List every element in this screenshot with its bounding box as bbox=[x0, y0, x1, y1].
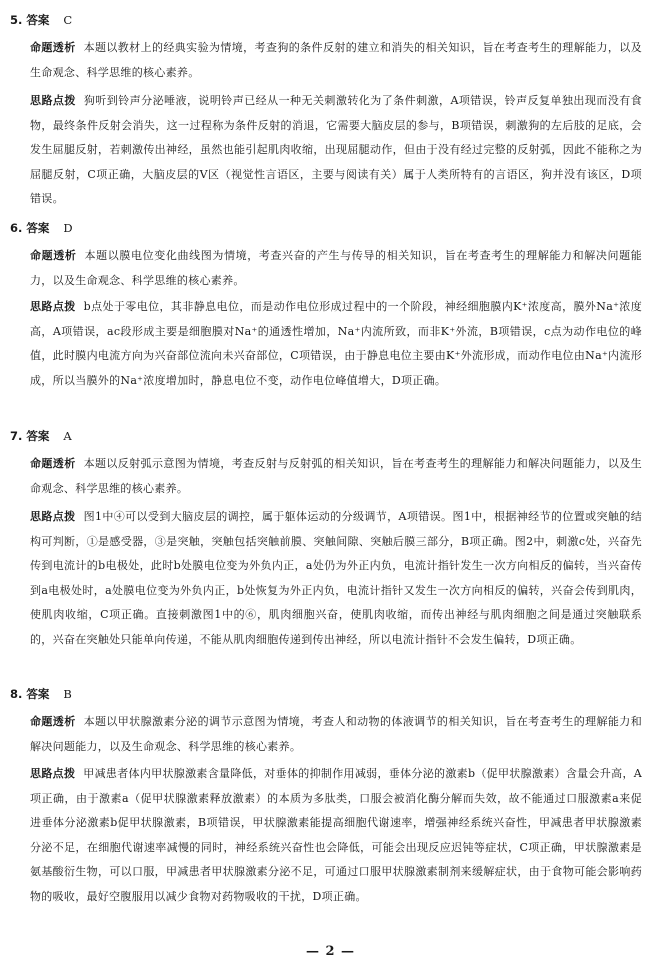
q8-answer-letter: B bbox=[63, 687, 72, 701]
q7-analysis-label: 命题透析 bbox=[30, 457, 76, 470]
q5-number: 5. bbox=[10, 13, 23, 27]
q8-analysis-text: 本题以甲状腺激素分泌的调节示意图为情境，考查人和动物的体液调节的相关知识，旨在考查考生的理解能力和解决问题能力，以及生命观念、科学思维的核心素养。 bbox=[30, 715, 642, 753]
q6-analysis-label: 命题透析 bbox=[30, 249, 77, 262]
q7-answer-line bbox=[10, 428, 72, 444]
q7-hint-text: 图1中④可以受到大脑皮层的调控，属于躯体运动的分级调节，A项错误。图1中，根据神经节的位置或突触的结构可判断，①是感受器，③是突触，突触包括突触前膜、突触间隙、突触后膜三部分，B项正确。图2中，刺激c处，兴奋先传到电流计的b电极处，此时b处膜电位变为外负内正，a处仍为外正内负，电流计指针发生一次方向相反的偏转，当兴奋传到a电极处时，a处膜电位变为外负内正，b处恢复为外正内负，电流计指针又发生一次方向相反的偏转，兴奋会传到肌肉，使肌肉收缩，C项正确。直接刺激图1中的⑥，肌肉细胞兴奋，使肌肉收缩，而传出神经与肌肉细胞之间是通过突触联系的，兴奋在突触处只能单向传递，不能从肌肉细胞传递到传出神经，所以电流计指针不会发生偏转，D项正确。 bbox=[30, 510, 643, 646]
q5-hint bbox=[30, 89, 642, 212]
q5-hint-label: 思路点拨 bbox=[30, 94, 76, 107]
q7-answer-letter: A bbox=[63, 429, 72, 443]
q8-analysis bbox=[30, 710, 642, 759]
q8-hint-text: 甲减患者体内甲状腺激素含量降低，对垂体的抑制作用减弱，垂体分泌的激素b（促甲状腺激素）含量会升高，A项正确，由于激素a（促甲状腺激素释放激素）的本质为多肽类，口服会被消化酶分解而失效，故不能通过口服激素a来促进垂体分泌激素b促甲状腺激素，B项错误，甲状腺激素能提高细胞代谢速率，增强神经系统兴奋性，甲减患者甲状腺激素分泌不足，在细胞代谢速率减慢的同时，神经系统兴奋性也会降低，可能会出现反应迟钝等症状，C项正确，甲状腺激素是氨基酸衍生物，可以口服，甲减患者甲状腺激素分泌不足，可通过口服甲状腺激素制剂来缓解症状，由于食物可能会影响药物的吸收，最好空腹服用以减少食物对药物吸收的干扰，D项正确。 bbox=[30, 767, 642, 903]
q5-analysis bbox=[30, 36, 642, 85]
q8-answer-line bbox=[10, 686, 72, 702]
q8-analysis-label: 命题透析 bbox=[30, 715, 76, 728]
q6-hint-text: b点处于零电位，其非静息电位，而是动作电位形成过程中的一个阶段，神经细胞膜内K⁺浓度高，膜外Na⁺浓度高，A项错误，ac段形成主要是细胞膜对Na⁺的通透性增加，Na⁺内流所致，而非K⁺外流，B项错误，c点为动作电位的峰值，此时膜内电流方向为兴奋部位流向未兴奋部位，C项错误，由于静息电位主要由K⁺外流形成，而动作电位由Na⁺内流形成，所以当膜外的Na⁺浓度增加时，静息电位不变，动作电位峰值增大，D项正确。 bbox=[30, 300, 643, 387]
q6-hint bbox=[30, 295, 642, 393]
q8-answer-label: 答案 bbox=[26, 687, 50, 701]
q8-number: 8. bbox=[10, 687, 23, 701]
q7-analysis bbox=[30, 452, 642, 501]
q8-hint-label: 思路点拨 bbox=[30, 767, 76, 780]
q5-analysis-text: 本题以教材上的经典实验为情境，考查狗的条件反射的建立和消失的相关知识，旨在考查考生的理解能力，以及生命观念、科学思维的核心素养。 bbox=[30, 41, 642, 79]
q7-analysis-text: 本题以反射弧示意图为情境，考查反射与反射弧的相关知识，旨在考查考生的理解能力和解决问题能力，以及生命观念、科学思维的核心素养。 bbox=[30, 457, 642, 495]
q6-answer-line bbox=[10, 220, 73, 236]
q5-answer-letter: C bbox=[63, 13, 73, 27]
q6-answer-letter: D bbox=[63, 221, 73, 235]
q6-number: 6. bbox=[10, 221, 23, 235]
q6-answer-label: 答案 bbox=[26, 221, 50, 235]
q6-analysis-text: 本题以膜电位变化曲线图为情境，考查兴奋的产生与传导的相关知识，旨在考查考生的理解能力和解决问题能力，以及生命观念、科学思维的核心素养。 bbox=[30, 249, 643, 287]
q6-analysis bbox=[30, 244, 642, 293]
page-number: — 2 — bbox=[305, 944, 356, 959]
q7-hint-label: 思路点拨 bbox=[30, 510, 76, 523]
q7-hint bbox=[30, 505, 642, 653]
q5-hint-text: 狗听到铃声分泌唾液，说明铃声已经从一种无关刺激转化为了条件刺激，A项错误，铃声反复单独出现而没有食物，最终条件反射会消失，这一过程称为条件反射的消退，它需要大脑皮层的参与，B项错误，刺激狗的左后肢的足底，会发生屈腿反射，若刺激传出神经，虽然也能引起肌肉收缩，出现屈腿动作，但由于没有经过完整的反射弧，因此不能称之为屈腿反射，C项正确，大脑皮层的V区（视觉性言语区，主要与阅读有关）属于人类所特有的言语区，狗并没有该区，D项错误。 bbox=[30, 94, 642, 206]
q6-hint-label: 思路点拨 bbox=[30, 300, 76, 313]
q7-answer-label: 答案 bbox=[26, 429, 50, 443]
q8-hint bbox=[30, 762, 642, 910]
q5-answer-line bbox=[10, 12, 72, 28]
q7-number: 7. bbox=[10, 429, 23, 443]
q5-answer-label: 答案 bbox=[26, 13, 50, 27]
q5-analysis-label: 命题透析 bbox=[30, 41, 76, 54]
